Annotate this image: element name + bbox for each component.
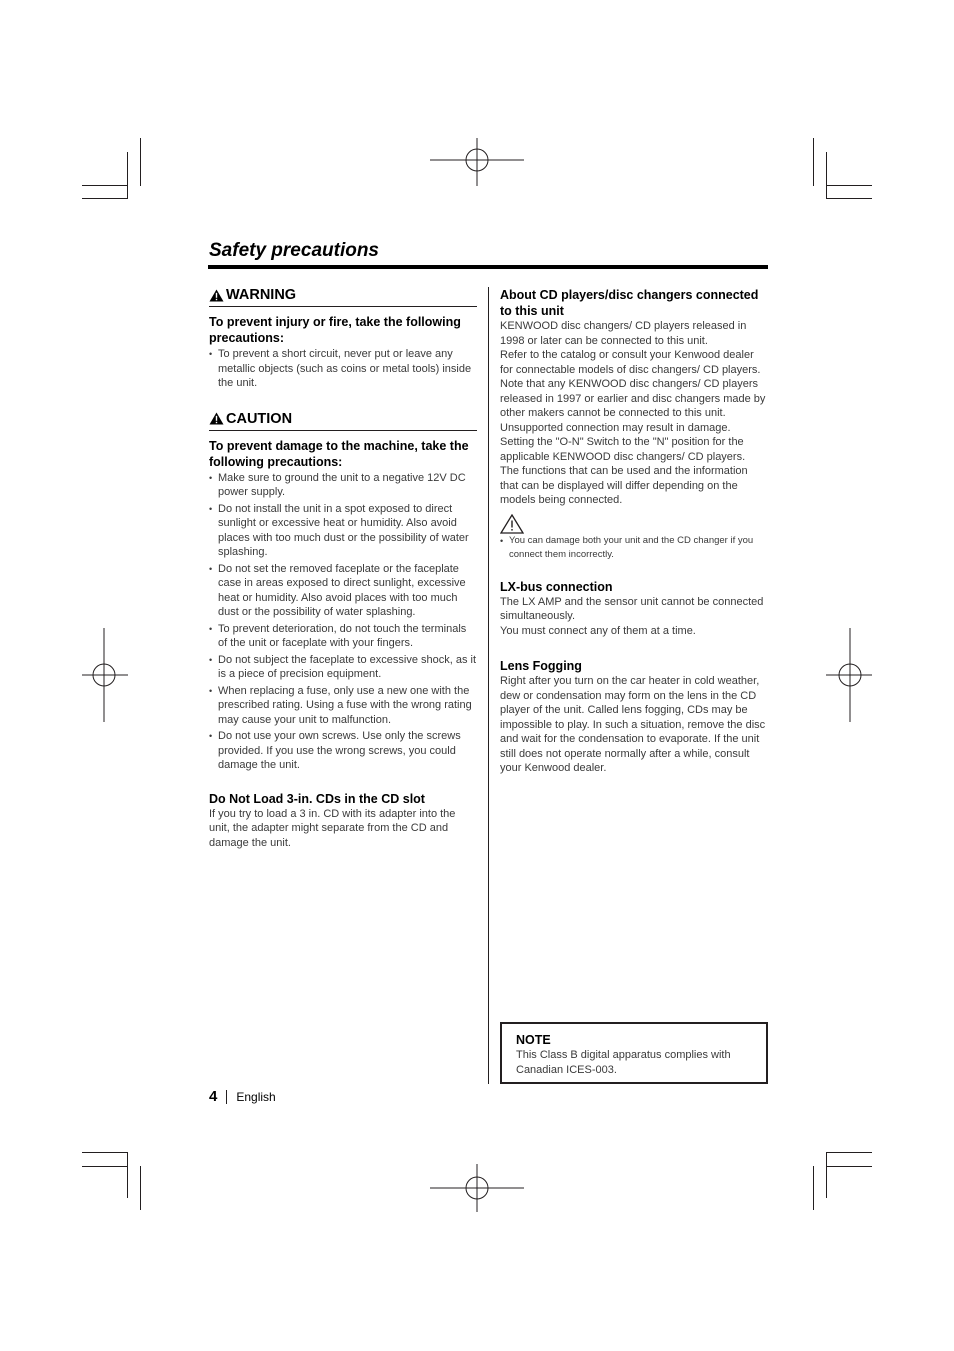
list-item: • Do not set the removed faceplate or the faceplate case in areas exposed to direct sunlight, excessive heat or humidity. Also avoid places with too much dust or the possibility of water splashing. bbox=[209, 562, 477, 620]
cd-changers-paragraph: Refer to the catalog or consult your Kenwood dealer for connectable models of disc changers/ CD players. bbox=[500, 349, 761, 376]
cd-changers-paragraph: Note that any KENWOOD disc changers/ CD players released in 1997 or earlier and disc changers made by other makers cannot be connected to this unit. bbox=[500, 378, 766, 419]
warning-heading bbox=[209, 287, 477, 307]
caution-triangle-icon bbox=[209, 412, 224, 425]
cd-changers-paragraph: Setting the "O-N" Switch to the "N" position for the applicable KENWOOD disc changers/ CD players. bbox=[500, 436, 746, 463]
page-number: 4 bbox=[209, 1088, 218, 1105]
crop-mark bbox=[140, 138, 141, 186]
list-item: • Do not install the unit in a spot exposed to direct sunlight or excessive heat or humidity. Also avoid places with too much dust or the possibility of water splashing. bbox=[209, 502, 477, 560]
cd-changers-paragraph: KENWOOD disc changers/ CD players released in 1998 or later can be connected to this unit. bbox=[500, 320, 747, 347]
warning-triangle-icon bbox=[209, 289, 224, 302]
caution-outline-triangle-icon bbox=[500, 514, 524, 534]
crop-mark bbox=[826, 198, 872, 199]
note-heading: NOTE bbox=[516, 1033, 551, 1047]
registration-mark-icon bbox=[826, 628, 872, 722]
cd-changers-caution-list bbox=[500, 534, 768, 563]
crop-mark bbox=[813, 1166, 814, 1210]
registration-mark-icon bbox=[430, 138, 524, 186]
registration-mark-icon bbox=[430, 1164, 524, 1212]
footer-divider bbox=[226, 1090, 227, 1104]
caution-heading bbox=[209, 411, 477, 431]
lx-bus-paragraph: The LX AMP and the sensor unit cannot be connected simultaneously. bbox=[500, 595, 764, 622]
note-box bbox=[500, 1022, 768, 1084]
caution-subheading: To prevent damage to the machine, take the following precautions: bbox=[209, 438, 469, 469]
cd-changers-heading: About CD players/disc changers connected to this unit bbox=[500, 288, 759, 318]
language-label: English bbox=[236, 1089, 276, 1104]
lens-fogging-heading: Lens Fogging bbox=[500, 659, 582, 673]
list-item: • Make sure to ground the unit to a negative 12V DC power supply. bbox=[209, 471, 477, 500]
crop-mark bbox=[127, 152, 128, 199]
crop-mark bbox=[82, 198, 128, 199]
registration-mark-icon bbox=[82, 628, 128, 722]
list-item: • Do not subject the faceplate to excessive shock, as it is a piece of precision equipment. bbox=[209, 653, 477, 682]
crop-mark bbox=[82, 1166, 128, 1167]
no-3in-heading: Do Not Load 3-in. CDs in the CD slot bbox=[209, 791, 425, 806]
no-3in-text: If you try to load a 3 in. CD with its adapter into the unit, the adapter might separate from the CD and damage the unit. bbox=[209, 807, 456, 849]
crop-mark bbox=[826, 152, 827, 199]
warning-subheading: To prevent injury or fire, take the following precautions: bbox=[209, 315, 461, 345]
lens-fogging-text: Right after you turn on the car heater in cold weather, dew or condensation may form on the lens in the CD player of the unit. Called lens fogging, CDs may be impossible to play. In such a situation, remove the disc and wait for the condensation to evaporate. If the unit still does not operate normally after a while, consult your Kenwood dealer. bbox=[500, 675, 766, 774]
crop-mark bbox=[826, 1152, 872, 1153]
note-content bbox=[516, 1032, 756, 1077]
page-footer bbox=[209, 1088, 276, 1105]
list-item: • To prevent deterioration, do not touch the terminals of the unit or faceplate with your fingers. bbox=[209, 622, 477, 651]
crop-mark bbox=[127, 1152, 128, 1198]
crop-mark bbox=[82, 185, 128, 186]
crop-mark bbox=[826, 1166, 872, 1167]
list-item: • You can damage both your unit and the CD changer if you connect them incorrectly. bbox=[500, 534, 768, 563]
warning-heading-text: WARNING bbox=[226, 287, 297, 303]
cd-changers-paragraph: The functions that can be used and the information that can be displayed will differ depending on the models being connected. bbox=[500, 465, 748, 506]
column-divider bbox=[488, 287, 489, 1084]
lx-bus-paragraph: You must connect any of them at a time. bbox=[500, 624, 696, 637]
list-item: • Do not use your own screws. Use only the screws provided. If you use the wrong screws, you could damage the unit. bbox=[209, 729, 477, 773]
crop-mark bbox=[826, 1152, 827, 1198]
page-title: Safety precautions bbox=[209, 240, 379, 261]
list-item: • To prevent a short circuit, never put or leave any metallic objects (such as coins or metal tools) inside the unit. bbox=[209, 347, 477, 391]
title-rule bbox=[208, 265, 768, 269]
left-column bbox=[209, 287, 477, 850]
lx-bus-heading: LX-bus connection bbox=[500, 579, 613, 594]
list-item: • When replacing a fuse, only use a new one with the prescribed rating. Using a fuse with the wrong rating may cause your unit to malfunction. bbox=[209, 684, 477, 728]
caution-list bbox=[209, 471, 477, 773]
crop-mark bbox=[140, 1166, 141, 1210]
warning-list bbox=[209, 347, 477, 391]
caution-heading-text: CAUTION bbox=[226, 410, 293, 427]
crop-mark bbox=[826, 185, 872, 186]
crop-mark bbox=[82, 1152, 128, 1153]
crop-mark bbox=[813, 138, 814, 186]
note-text: This Class B digital apparatus complies with Canadian ICES-003. bbox=[516, 1049, 731, 1076]
cd-changers-paragraph: Unsupported connection may result in damage. bbox=[500, 421, 731, 434]
right-column bbox=[500, 287, 768, 776]
